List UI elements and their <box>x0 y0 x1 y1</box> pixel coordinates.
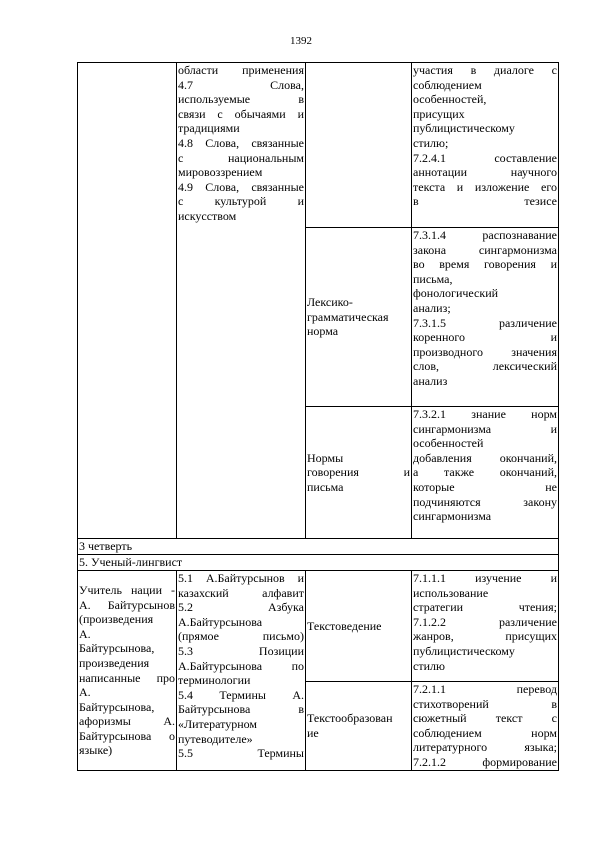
cell-text-line: традициями <box>178 121 240 136</box>
cell-text-line: Байтурсынова в <box>178 702 304 717</box>
cell-text-line: 5.4 Термины А. <box>178 687 304 702</box>
cell-text-line: сюжетный текст с <box>413 711 557 726</box>
cell-text-line: мировоззрением <box>178 165 263 180</box>
cell-text-line: особенностей <box>413 436 484 451</box>
cell-text-line: 7.2.4.1 составление <box>413 150 557 165</box>
cell-text-line: 5.2 Азбука <box>178 600 304 615</box>
cell-text-line: стихотворений в <box>413 696 557 711</box>
page-number: 1392 <box>290 35 312 47</box>
cell-text-line: А. <box>79 626 91 641</box>
table-cell <box>412 682 559 771</box>
cell-text-line: Нормы <box>307 450 344 465</box>
cell-text-line: публицистическому <box>413 643 515 658</box>
curriculum-table <box>77 62 559 771</box>
table-cell <box>306 228 412 407</box>
cell-text-line: письма, <box>413 271 453 286</box>
cell-text-line: с культурой и <box>178 194 304 209</box>
cell-text-line: фонологический <box>413 286 499 301</box>
table-cell <box>78 571 177 771</box>
cell-text-line: написанные про <box>79 670 175 685</box>
cell-text-line: ие <box>307 726 319 740</box>
cell-text-line: использование <box>413 585 489 600</box>
cell-text-line: во время говорения и <box>413 257 557 272</box>
cell-text-line: 5.3 Позиции <box>178 643 304 658</box>
cell-text-line: произведения <box>79 655 150 670</box>
cell-text-line: 7.2.1.1 перевод <box>413 682 557 696</box>
cell-text-line: слов, лексический <box>413 359 557 374</box>
cell-text-line: особенностей, <box>413 92 487 107</box>
cell-text-line: области применения <box>178 63 304 77</box>
cell-text-line: А.Байтурсынова по <box>178 658 304 673</box>
table-row <box>78 63 559 228</box>
cell-text-line: искусством <box>178 208 237 223</box>
cell-text-line: которые не <box>413 479 557 494</box>
cell-text-line: с национальным <box>178 150 304 165</box>
cell-text-line: стратегии чтения; <box>413 600 557 615</box>
table-cell <box>412 228 559 407</box>
cell-text-line: соблюдением норм <box>413 725 557 740</box>
table-cell <box>412 571 559 682</box>
cell-text-line: 7.1.2.2 различение <box>413 614 557 629</box>
section-row: 5. Ученый-лингвист <box>78 555 559 571</box>
cell-text-line: терминологии <box>178 673 251 688</box>
cell-text-line: литературного языка; <box>413 740 557 755</box>
cell-text-line: анализ; <box>413 300 451 315</box>
cell-text-line: языке) <box>79 743 113 758</box>
cell-text-line: 5.5 Термины <box>178 746 304 761</box>
cell-text-line: Байтурсынова, <box>79 641 155 656</box>
table-row <box>78 539 559 555</box>
cell-text-line: используемые в <box>178 92 304 107</box>
cell-text-line: производного значения <box>413 344 557 359</box>
table-row <box>78 555 559 571</box>
cell-text-line: 7.3.1.5 различение <box>413 315 557 330</box>
cell-text-line: связи с обычаями и <box>178 106 304 121</box>
cell-text-line: говорения и <box>307 465 410 480</box>
cell-text-line: 4.7 Слова, <box>178 77 304 92</box>
table-cell <box>177 571 306 771</box>
table-cell <box>306 682 412 771</box>
cell-text-line: в тезисе <box>413 194 557 209</box>
table-cell <box>412 63 559 228</box>
cell-text-line: стилю <box>413 658 445 673</box>
table-cell <box>412 407 559 539</box>
cell-text-line: Учитель нации - <box>79 582 175 597</box>
cell-text-line: а также окончаний, <box>413 465 557 480</box>
cell-text-line: добавления окончаний, <box>413 450 557 465</box>
table-cell <box>306 407 412 539</box>
cell-text-line: (произведения <box>79 612 154 627</box>
cell-text-line: присущих <box>413 106 465 121</box>
cell-text-line: сингармонизма <box>413 509 492 524</box>
table-cell <box>78 63 177 539</box>
cell-text-line: Текстообразован <box>307 711 393 726</box>
cell-text-line: текста и изложение его <box>413 179 557 194</box>
cell-text-line: А. <box>79 685 91 700</box>
cell-text-line: 7.1.1.1 изучение и <box>413 571 557 585</box>
cell-text-line: 7.2.1.2 формирование <box>413 754 557 769</box>
cell-text-line: А.Байтурсынова <box>178 614 263 629</box>
cell-text-line: 7.3.1.4 распознавание <box>413 228 557 242</box>
cell-text-line: коренного и <box>413 330 557 345</box>
cell-text-line: 4.9 Слова, связанные <box>178 179 304 194</box>
cell-text-line: норма <box>307 324 339 339</box>
table-cell: Текстоведение <box>306 571 412 682</box>
cell-text-line: 4.8 Слова, связанные <box>178 135 304 150</box>
cell-text-line: соблюдением <box>413 77 482 92</box>
cell-text-line: путеводителе» <box>178 731 253 746</box>
table-cell <box>177 63 306 539</box>
cell-text-line: афоризмы А. <box>79 714 175 729</box>
cell-text-line: жанров, присущих <box>413 629 557 644</box>
cell-text-line: Лексико- <box>307 295 353 310</box>
cell-text-line: анализ <box>413 373 448 388</box>
cell-text-line: казахский алфавит <box>178 585 304 600</box>
cell-text-line: 7.3.2.1 знание норм <box>413 407 557 421</box>
cell-text-line: подчиняются закону <box>413 494 557 509</box>
table-cell <box>306 63 412 228</box>
cell-text-line: грамматическая <box>307 309 389 324</box>
cell-text-line: (прямое письмо) <box>178 629 304 644</box>
cell-text-line: А. Байтурсынов <box>79 597 175 612</box>
cell-text-line: «Литературном <box>178 716 258 731</box>
cell-text-line: публицистическому <box>413 121 515 136</box>
cell-text-line: стилю; <box>413 135 449 150</box>
table-row <box>78 571 559 682</box>
cell-text-line: Байтурсынова о <box>79 728 175 743</box>
cell-text-line: 5.1 А.Байтурсынов и <box>178 571 304 585</box>
cell-text-line: закона сингармонизма <box>413 242 557 257</box>
cell-text-line: письма <box>307 479 344 494</box>
cell-text-line: Байтурсынова, <box>79 699 155 714</box>
quarter-row: 3 четверть <box>78 539 559 555</box>
cell-text-line: аннотации научного <box>413 165 557 180</box>
cell-text-line: участия в диалоге с <box>413 63 557 77</box>
cell-text-line: сингармонизма и <box>413 421 557 436</box>
